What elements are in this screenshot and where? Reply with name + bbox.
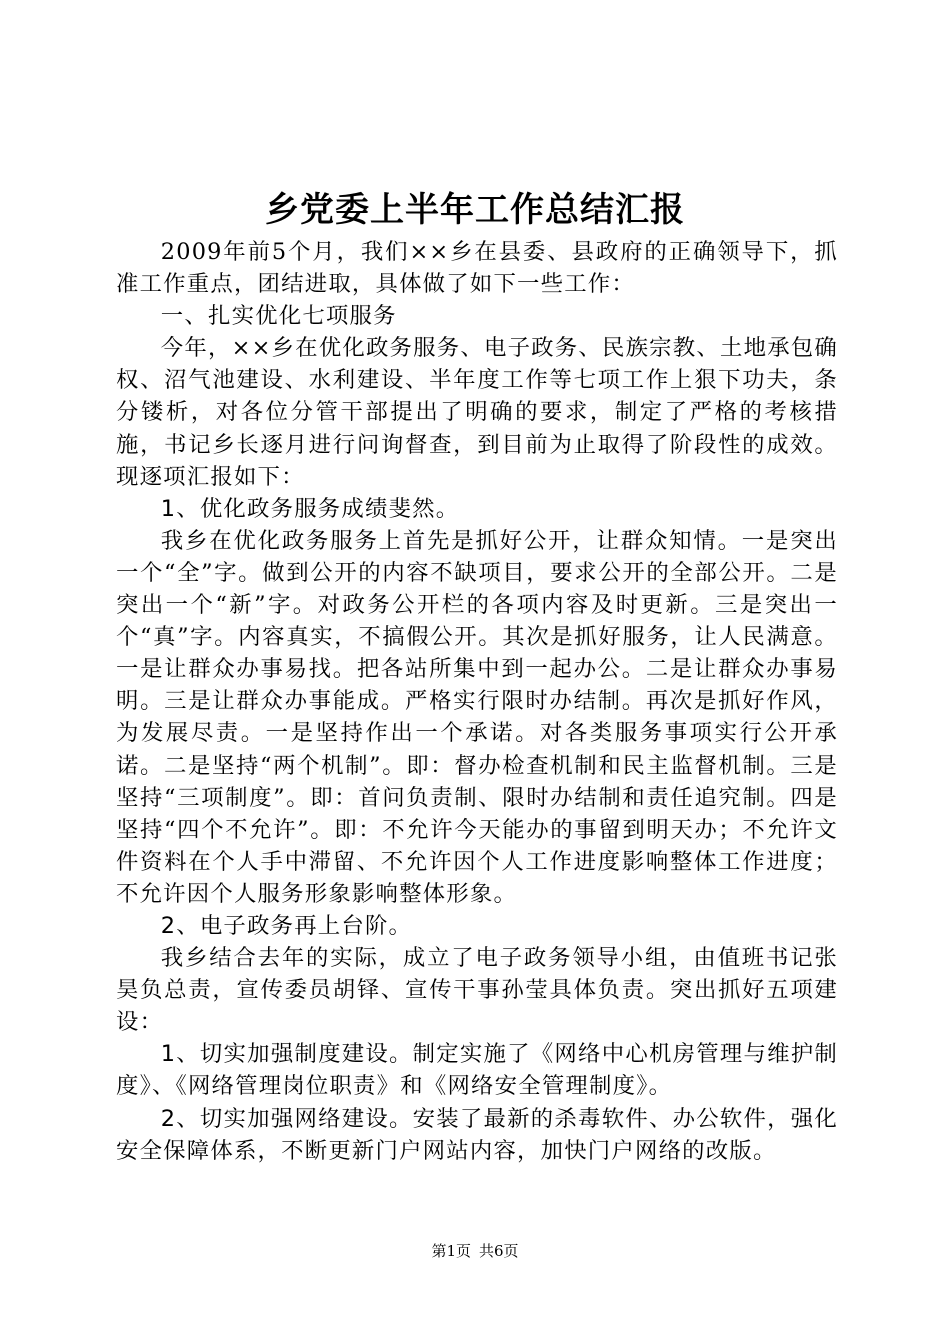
section-heading: 一、扎实优化七项服务 bbox=[160, 303, 397, 330]
intro-paragraph: 2009年前5个月，我们××乡在县委、县政府的正确领导下，抓准工作重点，团结进取，具体做了如下一些工作： bbox=[116, 239, 838, 298]
list-item-text: 安装了最新的杀毒软件、办公软件，强化安全保障体系，不断更新门户网站内容，加快门户网络的改版。 bbox=[116, 1105, 838, 1164]
body-paragraph: 我乡结合去年的实际，成立了电子政务领导小组，由值班书记张昊负总责，宣传委员胡铎、宣传干事孙莹具体负责。突出抓好五项建设： bbox=[116, 945, 838, 1036]
list-paragraph bbox=[116, 1038, 838, 1102]
subsection-heading: 2、电子政务再上台阶。 bbox=[160, 912, 413, 939]
page-number: 第1页 bbox=[431, 1242, 471, 1260]
page-total: 共6页 bbox=[479, 1242, 519, 1260]
list-item-lead: 1、切实加强制度建设。 bbox=[160, 1041, 413, 1068]
subsection-heading: 1、优化政务服务成绩斐然。 bbox=[160, 495, 460, 522]
list-item-lead: 2、切实加强网络建设。 bbox=[160, 1105, 413, 1132]
body-paragraph: 我乡在优化政务服务上首先是抓好公开，让群众知情。一是突出一个“全”字。做到公开的内容不缺项目，要求公开的全部公开。二是突出一个“新”字。对政务公开栏的各项内容及时更新。三是突出一个“真”字。内容真实，不搞假公开。其次是抓好服务，让人民满意。一是让群众办事易找。把各站所集中到一起办公。二是让群众办事易明。三是让群众办事能成。严格实行限时办结制。再次是抓好作风，为发展尽责。一是坚持作出一个承诺。对各类服务事项实行公开承诺。二是坚持“两个机制”。即：督办检查机制和民主监督机制。三是坚持“三项制度”。即：首问负责制、限时办结制和责任追究制。四是坚持“四个不允许”。即：不允许今天能办的事留到明天办；不允许文件资料在个人手中滞留、不允许因个人工作进度影响整体工作进度；不允许因个人服务形象影响整体形象。 bbox=[116, 527, 838, 907]
list-item-text: 制定实施了《网络中心机房管理与维护制度》、《网络管理岗位职责》和《网络安全管理制度》。 bbox=[116, 1041, 838, 1100]
page-footer bbox=[0, 1241, 950, 1261]
document-body bbox=[116, 236, 838, 1167]
document-title: 乡党委上半年工作总结汇报 bbox=[265, 190, 685, 230]
list-paragraph bbox=[116, 1103, 838, 1167]
body-paragraph: 今年，××乡在优化政务服务、电子政务、民族宗教、土地承包确权、沼气池建设、水利建设、半年度工作等七项工作上狠下功夫，条分镂析，对各位分管干部提出了明确的要求，制定了严格的考核措施，书记乡长逐月进行问询督查，到目前为止取得了阶段性的成效。现逐项汇报如下： bbox=[116, 335, 838, 490]
